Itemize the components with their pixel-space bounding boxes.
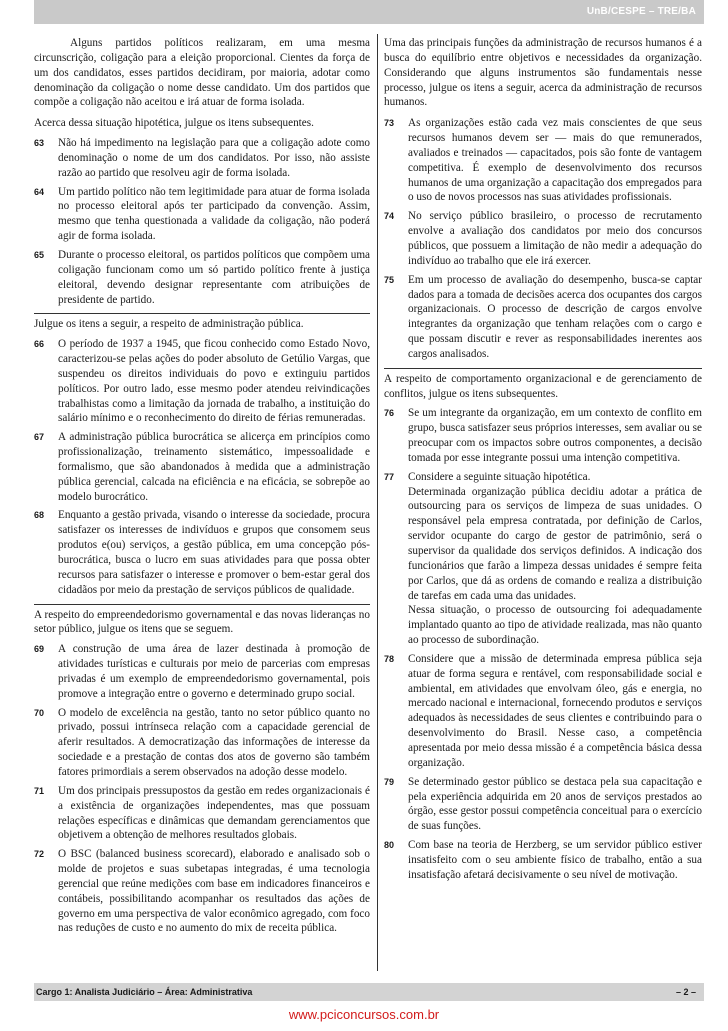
left-column: [34, 36, 370, 945]
question-item: [384, 116, 702, 205]
question-item: [34, 136, 370, 181]
question-item: [384, 470, 702, 648]
block-intro: Uma das principais funções da administração de recursos humanos é a busca do equilíbrio entre objetivos e necessidades da organização. Considerando que alguns instrumentos são fundamentais nesse processo, julgue os itens a seguir, acerca da administração de recursos humanos.: [384, 37, 702, 109]
question-number: 71: [34, 785, 45, 796]
question-number: 77: [384, 471, 395, 482]
footer-cargo: Cargo 1: Analista Judiciário – Área: Administrativa: [36, 987, 253, 997]
question-item: [384, 406, 702, 465]
question-item: [384, 652, 702, 771]
question-item: [384, 209, 702, 268]
block-instruction: A respeito do empreendedorismo governamental e das novas lideranças no setor público, julgue os itens que se seguem.: [34, 608, 370, 636]
question-number: 70: [34, 707, 45, 718]
question-item: [34, 706, 370, 780]
question-number: 69: [34, 644, 45, 655]
question-number: 75: [384, 274, 395, 285]
question-text: O modelo de excelência na gestão, tanto no setor público quanto no privado, possui intrínseca relação com a capacidade gerencial de aferir resultados. A democratização das informações de interesse da sociedade e a prestação de contas dos atos de governo são também fatores primordiais a serem observados na adoção desse modelo.: [58, 706, 370, 778]
question-number: 68: [34, 510, 45, 521]
page-header: [34, 0, 704, 24]
question-text: Considere que a missão de determinada empresa pública seja atuar de forma segura e rentável, com responsabilidade social e ambiental, em atividades que envolvam óleo, gás e energia, no mercado nacional e internacional, fornecendo produtos e serviços adequados às necessidades de seus clientes e contribuindo para o desenvolvimento do Brasil. Nesse caso, a competência apresentada por meio dessa missão é a competência básica dessa organização.: [408, 652, 702, 769]
question-text: O período de 1937 a 1945, que ficou conhecido como Estado Novo, caracterizou-se pelas ações do poder absoluto de Getúlio Vargas, que suspendeu os direitos individuais do povo e extinguiu partidos políticos. Por outro lado, esse mesmo poder atendeu reivindicações trabalhistas como a limitação da jornada de trabalho, a instituição do salário mínimo e o reconhecimento do direito de férias remuneradas.: [58, 338, 370, 425]
question-number: 66: [34, 339, 45, 350]
question-text: Em um processo de avaliação do desempenho, busca-se captar dados para a tomada de decisões acerca dos ocupantes dos cargos organizacionais. O processo de descrição de cargos envolve integrantes da organização que tenham relações com o cargo e que possam discutir e rever as responsabilidades inerentes aos cargos analisados.: [408, 273, 702, 360]
site-link[interactable]: www.pciconcursos.com.br: [288, 1007, 440, 1022]
page-number: – 2 –: [675, 987, 696, 997]
question-number: 73: [384, 118, 395, 129]
question-text: No serviço público brasileiro, o processo de recrutamento envolve a avaliação dos candidatos por meio dos concursos públicos, que possuem a limitação de não medir a adequação do indivíduo ao trabalho que ele irá exercer.: [408, 210, 702, 267]
question-text: Um partido político não tem legitimidade para atuar de forma isolada no processo eleitoral após ter participado da convenção. Assim, mesmo que tenha questionada a validade da coligação, não poderá agir de forma isolada.: [58, 185, 370, 243]
block-instruction: A respeito de comportamento organizacional e de gerenciamento de conflitos, julgue os itens subsequentes.: [384, 372, 702, 400]
question-number: 79: [384, 776, 395, 787]
header-title: UnB/CESPE – TRE/BA: [586, 6, 696, 17]
page-footer: [34, 983, 704, 1001]
question-text-scenario: Determinada organização pública decidiu adotar a prática de outsourcing para os serviços de limpeza de suas unidades. O responsável pela empresa contratada, por definição de Carlos, servidor ocupante do cargo de gestor de patrimônio, será o supervisor da qualidade dos serviços definidos. A indicação dos funcionários que farão a limpeza dessas unidades é sempre feita por Carlos, que dá as ordens de comando e realiza a distribuição de tarefas em cada uma das unidades.: [408, 485, 702, 602]
block-instruction: Acerca dessa situação hipotética, julgue os itens subsequentes.: [34, 117, 314, 130]
question-number: 64: [34, 186, 45, 197]
question-number: 72: [34, 849, 45, 860]
question-number: 78: [384, 653, 395, 664]
question-item: [34, 642, 370, 701]
question-block: [34, 317, 370, 604]
question-text: A construção de uma área de lazer destinada à promoção de atividades turísticas e culturais por meio de parcerias com empresas privadas é um exemplo de empreendedorismo governamental, pois promove a integração entre o governo e determinado grupo social.: [58, 643, 370, 700]
question-text: Não há impedimento na legislação para que a coligação adote como denominação o nome de um dos candidatos. Por isso, não assiste razão ao partido que resolveu agir de forma isolada.: [58, 137, 370, 179]
question-block: [384, 36, 702, 369]
question-text: As organizações estão cada vez mais conscientes de que seus recursos humanos devem ser — mais do que remunerados, avaliados e treinados — capacitados, pois são fonte de vantagem competitiva. É exemplo de desenvolvimento dos recursos humanos de uma organização a capacitação dos empregados para o uso de novos processos nas suas atividades profissionais.: [408, 117, 702, 204]
question-text: Um dos principais pressupostos da gestão em redes organizacionais é a existência de organizações independentes, mas que possuam relações específicas e dinâmicas que demandam gerenciamentos que objetivem a obtenção de melhores resultados globais.: [58, 784, 370, 842]
question-number: 63: [34, 138, 45, 149]
question-item: [384, 838, 702, 883]
question-text: Durante o processo eleitoral, os partidos políticos que compõem uma coligação funcionam como um só partido político frente à justiça eleitoral, devendo designar representante com atribuições de presidente de partido.: [58, 248, 370, 306]
question-item: [34, 185, 370, 244]
question-item: [34, 847, 370, 936]
question-number: 74: [384, 211, 395, 222]
question-block: [384, 372, 702, 889]
question-item: [384, 775, 702, 834]
question-block: [34, 608, 370, 943]
question-number: 76: [384, 408, 395, 419]
question-item: [384, 273, 702, 362]
right-column: [384, 36, 702, 892]
question-text: A administração pública burocrática se alicerça em princípios como profissionalização, treinamento sistemático, impessoalidade e formalismo, que são abandonados à medida que a administração pública gerencial, calcada na eficiência e na eficácia, se sobrepõe ao modelo burocrático.: [58, 431, 370, 503]
question-item: [34, 508, 370, 597]
block-instruction: Julgue os itens a seguir, a respeito de administração pública.: [34, 318, 304, 331]
block-intro: Alguns partidos políticos realizaram, em uma mesma circunscrição, coligação para a eleição proporcional. Cientes da força de um dos candidatos, esses partidos decidiram, por maioria, adotar como denominação da coligação o nome desse candidato. Um dos partidos que compõe a coligação não aceitou e irá atuar de forma isolada.: [34, 37, 370, 109]
question-text: O BSC (balanced business scorecard), elaborado e analisado sob o molde de projetos e suas subetapas integradas, é uma tecnologia gerencial que reúne medições com base em indicadores financeiros e contábeis, possibilitando acompanhar os resultados das ações de governo em uma perspectiva de valor econômico agregado, com foco nas reduções de custo e no aumento do mix de receita pública.: [58, 848, 370, 935]
question-text: Enquanto a gestão privada, visando o interesse da sociedade, procura satisfazer os interesses de indivíduos e grupos que consomem seus produtos e(ou) serviços, a gestão pública, em uma concepção pós-burocrática, busca o lucro em suas atividades para que possa obter recursos para satisfazer o interesse e promover o bem-estar geral dos cidadãos por meio da prestação de serviços públicos de qualidade.: [58, 509, 370, 596]
question-item: [34, 430, 370, 504]
question-text-conclusion: Nessa situação, o processo de outsourcing foi adequadamente implantado quanto ao tipo de atividade realizada, mas não quanto ao processo de subordinação.: [408, 604, 702, 647]
question-number: 67: [34, 432, 45, 443]
column-divider: [377, 34, 378, 971]
question-item: [34, 337, 370, 426]
question-text: Se um integrante da organização, em um contexto de conflito em grupo, busca satisfazer seus próprios interesses, sem avaliar ou se preocupar com os impactos sobre outros componentes, a decisão tomada por esse integrante possui uma intenção competitiva.: [408, 407, 702, 464]
question-item: [34, 784, 370, 843]
question-text: Considere a seguinte situação hipotética.: [408, 470, 591, 483]
question-number: 65: [34, 249, 45, 260]
question-text: Com base na teoria de Herzberg, se um servidor público estiver insatisfeito com o seu ambiente físico de trabalho, então a sua insatisfação afetará decisivamente o seu nível de motivação.: [408, 839, 702, 881]
question-block: [34, 36, 370, 314]
question-text: Se determinado gestor público se destaca pela sua capacitação e pela experiência adquirida em 20 anos de serviços prestados ao órgão, esse gestor possui competência conceitual para o exercício de suas funções.: [408, 775, 702, 833]
question-number: 80: [384, 840, 395, 851]
question-item: [34, 248, 370, 307]
